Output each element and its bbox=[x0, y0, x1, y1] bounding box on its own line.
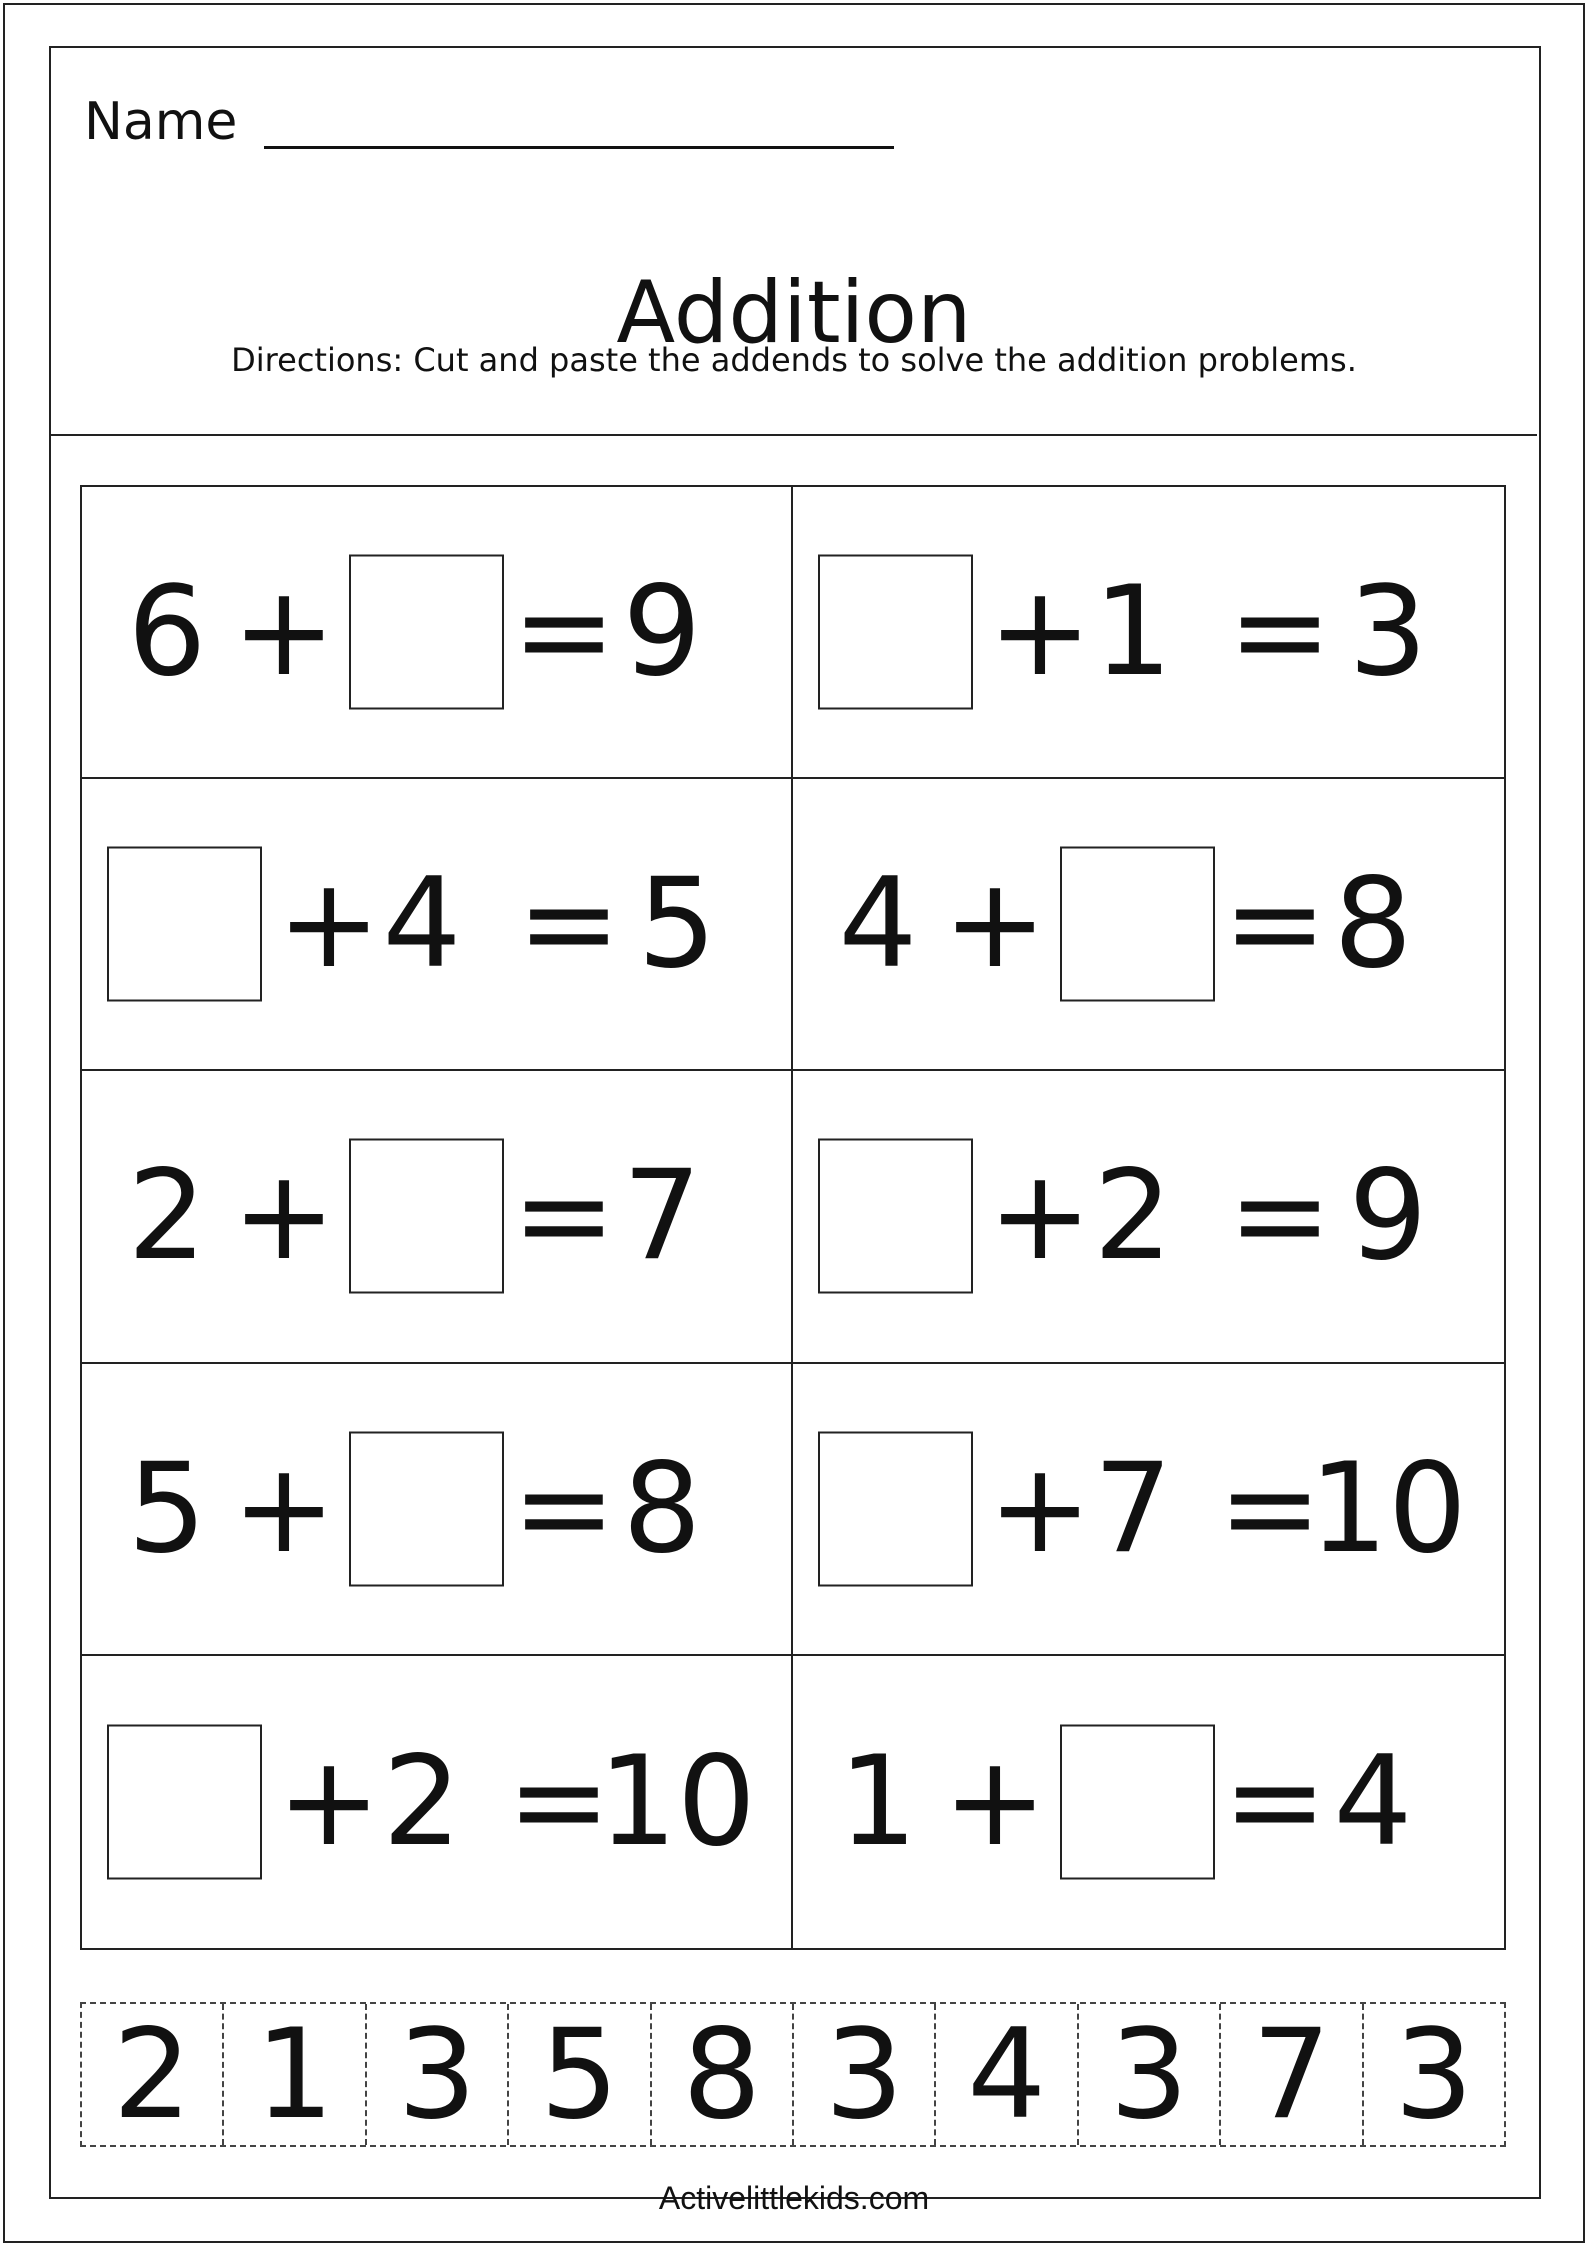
cut-tile[interactable]: 3 bbox=[367, 2004, 509, 2145]
problem-cell bbox=[793, 1364, 1504, 1656]
equals-sign: = bbox=[507, 1729, 611, 1874]
answer-box[interactable] bbox=[818, 1431, 973, 1586]
cut-tile[interactable]: 7 bbox=[1221, 2004, 1363, 2145]
cut-tile[interactable]: 4 bbox=[936, 2004, 1078, 2145]
addend-b: 4 bbox=[382, 852, 462, 997]
equation bbox=[82, 779, 791, 1069]
plus-sign: + bbox=[232, 1144, 336, 1289]
sum-value: 9 bbox=[622, 560, 702, 705]
equals-sign: = bbox=[512, 1144, 616, 1289]
equation bbox=[793, 487, 1504, 777]
answer-box[interactable] bbox=[107, 1724, 262, 1879]
equation bbox=[793, 779, 1504, 1069]
sum-value: 8 bbox=[1333, 852, 1413, 997]
addend-b: 2 bbox=[382, 1729, 462, 1874]
answer-box[interactable] bbox=[349, 1431, 504, 1586]
cut-out-strip bbox=[80, 2002, 1506, 2147]
equation bbox=[793, 1071, 1504, 1361]
equation bbox=[793, 1656, 1504, 1948]
equals-sign: = bbox=[1228, 560, 1332, 705]
cut-tile[interactable]: 3 bbox=[1394, 2002, 1474, 2147]
footer-site-name: Activelittlekids.com bbox=[658, 2180, 930, 2216]
problem-cell bbox=[82, 487, 793, 779]
equation bbox=[82, 1656, 791, 1948]
addend-b: 1 bbox=[1093, 560, 1173, 705]
cut-tile[interactable]: 3 bbox=[1079, 2004, 1221, 2145]
problem-cell bbox=[82, 1071, 793, 1363]
equation bbox=[82, 1364, 791, 1654]
problem-grid bbox=[80, 485, 1506, 1950]
answer-box[interactable] bbox=[107, 847, 262, 1002]
sum-value: 10 bbox=[1309, 1436, 1467, 1581]
addend-b: 7 bbox=[1093, 1436, 1173, 1581]
plus-sign: + bbox=[988, 1144, 1092, 1289]
plus-sign: + bbox=[943, 1729, 1047, 1874]
equals-sign: = bbox=[1223, 1729, 1327, 1874]
answer-box[interactable] bbox=[349, 1139, 504, 1294]
equation bbox=[82, 1071, 791, 1361]
cut-tile[interactable]: 5 bbox=[509, 2004, 651, 2145]
answer-box[interactable] bbox=[1060, 1724, 1215, 1879]
addend-a: 1 bbox=[838, 1729, 918, 1874]
equation bbox=[793, 1364, 1504, 1654]
equals-sign: = bbox=[512, 1436, 616, 1581]
cut-tile[interactable]: 8 bbox=[652, 2004, 794, 2145]
plus-sign: + bbox=[988, 560, 1092, 705]
plus-sign: + bbox=[277, 1729, 381, 1874]
plus-sign: + bbox=[943, 852, 1047, 997]
equals-sign: = bbox=[1223, 852, 1327, 997]
worksheet-title: Addition bbox=[616, 262, 972, 363]
plus-sign: + bbox=[232, 560, 336, 705]
problem-cell bbox=[82, 779, 793, 1071]
answer-box[interactable] bbox=[818, 1139, 973, 1294]
sum-value: 10 bbox=[598, 1729, 756, 1874]
sum-value: 4 bbox=[1333, 1729, 1413, 1874]
sum-value: 8 bbox=[622, 1436, 702, 1581]
problem-cell bbox=[793, 487, 1504, 779]
cut-tile[interactable]: 1 bbox=[224, 2004, 366, 2145]
sum-value: 9 bbox=[1348, 1144, 1428, 1289]
equals-sign: = bbox=[517, 852, 621, 997]
equals-sign: = bbox=[1218, 1436, 1322, 1581]
sum-value: 7 bbox=[622, 1144, 702, 1289]
problem-cell bbox=[82, 1656, 793, 1948]
addend-a: 4 bbox=[838, 852, 918, 997]
sum-value: 5 bbox=[637, 852, 717, 997]
addend-a: 6 bbox=[127, 560, 207, 705]
cut-tile[interactable]: 3 bbox=[794, 2004, 936, 2145]
name-write-line[interactable] bbox=[264, 146, 894, 149]
plus-sign: + bbox=[988, 1436, 1092, 1581]
addend-b: 2 bbox=[1093, 1144, 1173, 1289]
addend-a: 5 bbox=[127, 1436, 207, 1581]
addend-a: 2 bbox=[127, 1144, 207, 1289]
name-label: Name bbox=[84, 92, 238, 152]
equation bbox=[82, 487, 791, 777]
problem-cell bbox=[793, 1071, 1504, 1363]
problem-cell bbox=[793, 779, 1504, 1071]
sum-value: 3 bbox=[1348, 560, 1428, 705]
problem-cell bbox=[793, 1656, 1504, 1948]
directions-text: Directions: Cut and paste the addends to solve the addition problems. bbox=[231, 341, 1357, 379]
equals-sign: = bbox=[1228, 1144, 1332, 1289]
answer-box[interactable] bbox=[818, 555, 973, 710]
cut-tile[interactable]: 2 bbox=[82, 2004, 224, 2145]
answer-box[interactable] bbox=[1060, 847, 1215, 1002]
plus-sign: + bbox=[277, 852, 381, 997]
problem-cell bbox=[82, 1364, 793, 1656]
equals-sign: = bbox=[512, 560, 616, 705]
plus-sign: + bbox=[232, 1436, 336, 1581]
answer-box[interactable] bbox=[349, 555, 504, 710]
